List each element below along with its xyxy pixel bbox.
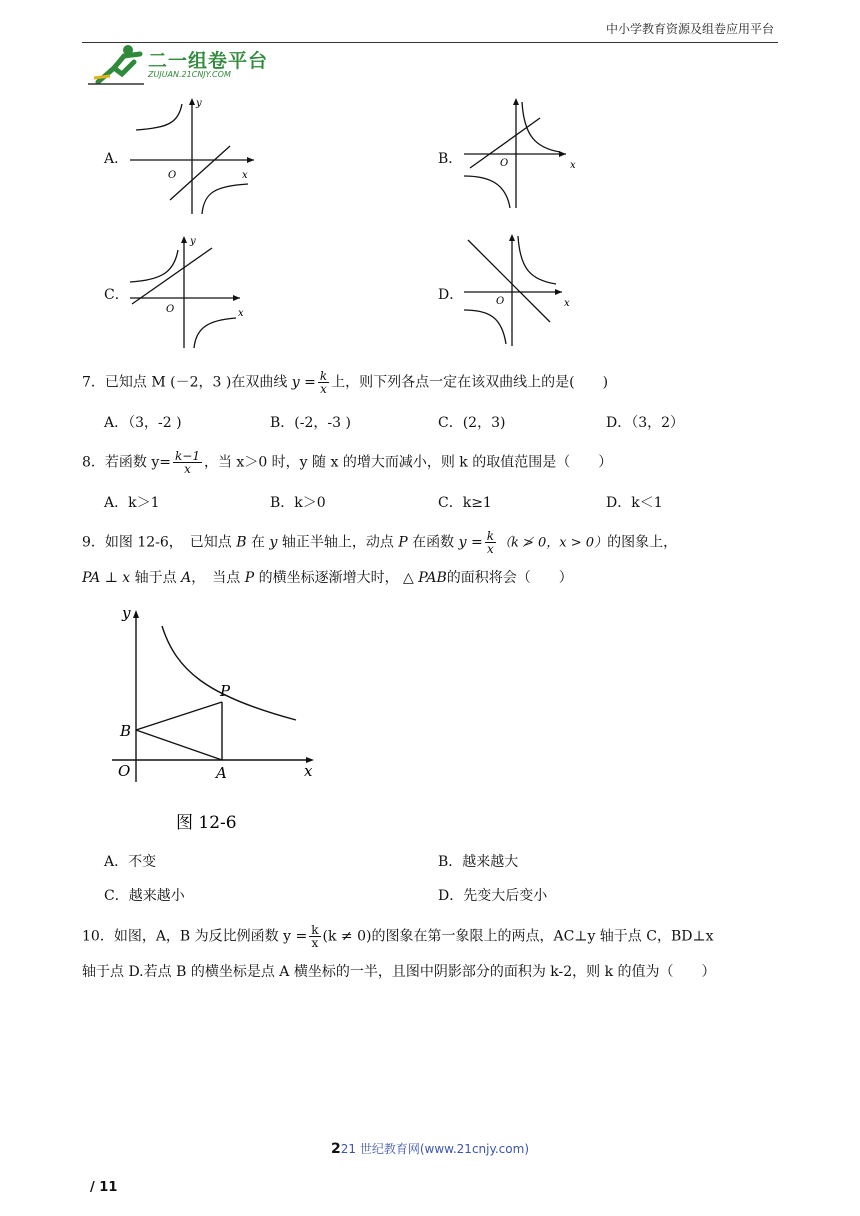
graph-option-a [126, 94, 266, 218]
q9-text: ， 当点 [191, 570, 241, 586]
q8-numerator: k−1 [175, 449, 200, 463]
q10-lead: 10．如图，A，B 为反比例函数 [82, 928, 279, 945]
q9-text: 在 [251, 534, 266, 551]
graph-option-b-label: B． [438, 151, 463, 167]
q9-lead: 9．如图 12-6， 已知点 [82, 534, 232, 551]
runner-logo-icon [84, 42, 148, 88]
q7-tail: 上，则下列各点一定在该双曲线上的是( ) [331, 374, 609, 391]
x-axis-label: x [238, 308, 244, 319]
x-axis-label: x [242, 170, 248, 181]
q9-option-d: D．先变大后变小 [438, 888, 548, 904]
graph-option-d-label: D． [438, 287, 464, 303]
origin-label: O [496, 296, 505, 307]
q9-numerator: k [486, 529, 494, 543]
q9-text: 的横坐标逐渐增大时， [258, 570, 399, 586]
q9-condition: （k ≯ 0，x > 0） [498, 535, 608, 551]
graph-option-c-label: C． [104, 287, 129, 303]
question-10-line1 [82, 924, 714, 949]
q9-tail: 的图象上， [607, 534, 678, 551]
q9-text: 在函数 [412, 534, 455, 551]
q7-denominator: x [320, 382, 327, 396]
origin-label: O [500, 158, 509, 169]
fig-b-label: B [120, 722, 132, 740]
q9-point-b: B [236, 534, 247, 551]
q7-option-b: B．(-2，-3 ) [270, 415, 351, 431]
fig-x-label: x [304, 762, 313, 780]
origin-label: O [168, 170, 177, 181]
q8-option-c: C．k≥1 [438, 495, 492, 511]
graph-option-c [126, 232, 266, 350]
q9-text: 轴于点 [134, 570, 177, 586]
footer [0, 1140, 860, 1157]
x-axis-label: x [570, 160, 576, 171]
q9-y: y [269, 534, 278, 551]
fig-p-label: P [220, 682, 231, 700]
y-axis-label: y [190, 236, 196, 247]
q9-option-a: A．不变 [104, 854, 157, 870]
fig-o-label: O [118, 762, 131, 780]
q9-equation: y = [458, 534, 483, 551]
q10-denominator: x [311, 936, 319, 950]
q9-tail: 的面积将会（ ） [446, 570, 573, 586]
q9-option-c: C．越来越小 [104, 888, 185, 904]
question-9-line1 [82, 530, 677, 555]
y-axis-label: y [196, 98, 202, 109]
x-axis-label: x [564, 298, 570, 309]
q9-text: 轴正半轴上，动点 [281, 534, 394, 551]
graph-option-d [460, 232, 590, 350]
q8-denominator: x [184, 462, 191, 476]
q8-option-d: D．k＜1 [606, 495, 663, 511]
footer-page: 2 [331, 1141, 341, 1157]
logo-subtitle: ZUJUAN.21CNJY.COM [148, 70, 231, 79]
q8-tail: ，当 x＞0 时，y 随 x 的增大而减小，则 k 的取值范围是（ ） [203, 454, 613, 471]
question-10-line2: 轴于点 D.若点 B 的横坐标是点 A 横坐标的一半，且图中阴影部分的面积为 k-2，则 k 的值为（ ） [82, 964, 716, 980]
q9-pa-perp: PA ⊥ x [82, 570, 131, 586]
q8-option-a: A．k＞1 [104, 495, 160, 511]
q9-point-p: P [398, 534, 408, 551]
q9-point-p: P [244, 570, 255, 586]
q9-denominator: x [486, 542, 494, 556]
logo-title: 二一组卷平台 [148, 50, 269, 72]
question-8 [82, 450, 612, 475]
logo [84, 42, 284, 88]
q7-lead: 7．已知点 M (－2，3 )在双曲线 [82, 374, 288, 391]
page-number: / 11 [90, 1180, 118, 1195]
q10-tail: 的图象在第一象限上的两点，AC⊥y 轴于点 C，BD⊥x [371, 928, 714, 945]
question-9-line2 [82, 568, 573, 588]
q9-option-b: B．越来越大 [438, 854, 519, 870]
q10-equation: y = [283, 928, 308, 945]
header-platform-text: 中小学教育资源及组卷应用平台 [605, 22, 774, 36]
q9-triangle: △ PAB [403, 570, 447, 586]
fig-y-label: y [122, 604, 131, 622]
graph-option-b [460, 96, 590, 212]
q7-numerator: k [319, 369, 328, 383]
graph-option-a-label: A． [104, 151, 129, 167]
q7-option-a: A．（3，-2 ) [104, 415, 182, 431]
q7-equation: y = [291, 374, 316, 391]
fig-a-label: A [216, 764, 227, 782]
figure-12-6 [106, 600, 326, 840]
figure-caption: 图 12-6 [176, 813, 237, 833]
q7-option-c: C．(2，3) [438, 415, 506, 431]
footer-site: 21 世纪教育网(www.21cnjy.com) [340, 1142, 529, 1156]
q8-option-b: B．k＞0 [270, 495, 326, 511]
q10-condition: (k ≠ 0) [322, 928, 372, 945]
q8-lead: 8．若函数 y= [82, 454, 171, 471]
q7-option-d: D．（3，2） [606, 415, 685, 431]
question-7 [82, 370, 608, 395]
q9-point-a: A [181, 570, 192, 586]
origin-label: O [166, 304, 175, 315]
q10-numerator: k [311, 923, 319, 937]
